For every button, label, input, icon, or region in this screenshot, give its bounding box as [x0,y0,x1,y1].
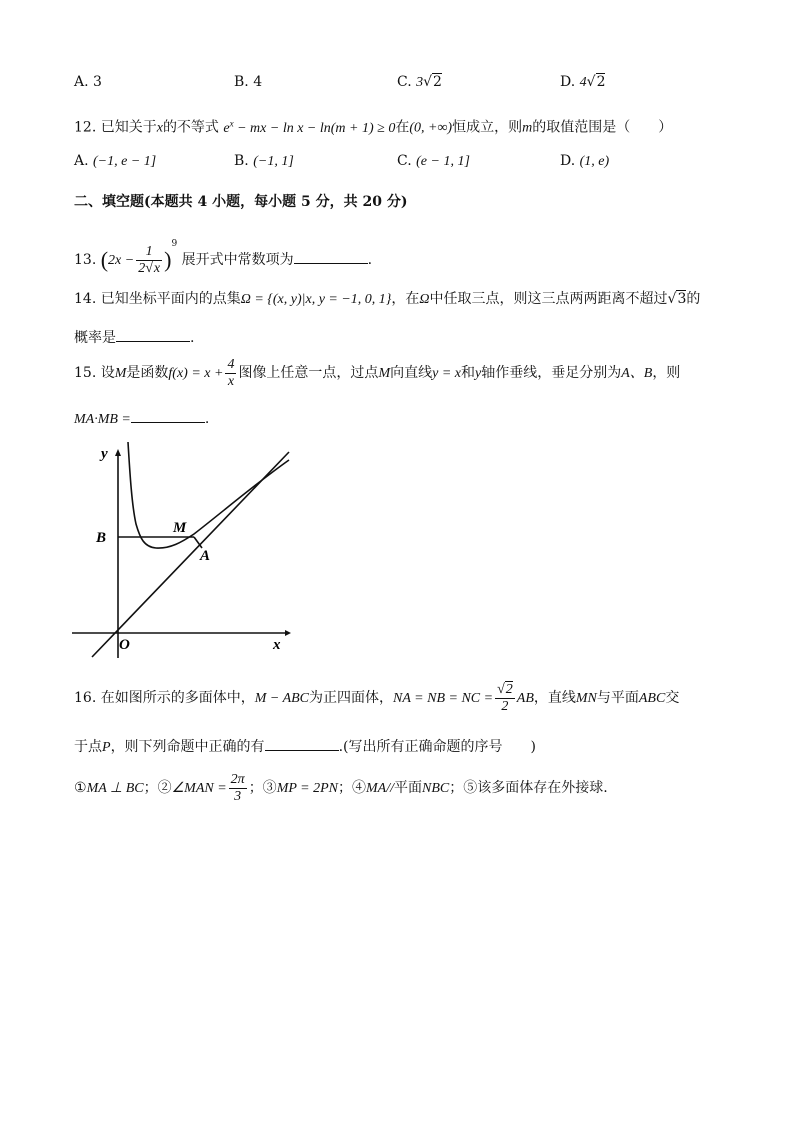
q16-propositions: ①MA ⊥ BC；②∠MAN = $\frac{2\pi}{3}$ ；③MP = 2PN；④MA//平面NBC；⑤该多面体存在外接球. [74,771,608,804]
function-curve [128,442,289,548]
q16-stem: 16. 在如图所示的多面体中，M − ABC为正四面体，NA = NB = NC = $\frac{√2}{2}$ AB，直线MN与平面ABC交 [74,681,680,714]
label-b: B [96,530,107,546]
label-m: M [173,520,187,536]
label-a: A [200,548,211,564]
q12-option-c: C. (e − 1, 1] [397,153,470,169]
q13-stem: 13. (2x − $\frac{1}{2√x}$ )$^9$ 展开式中常数项为 . [74,239,373,276]
q12-stem: 12. 已知关于x的不等式 $e^x$ − mx − ln x − ln(m + 1) ≥ 0在(0, +∞)恒成立，则m的取值范围是（ ） [74,118,673,136]
q14-answer-blank[interactable] [116,327,190,342]
label-o: O [119,637,130,653]
q16-answer-blank[interactable] [265,736,339,751]
q11-option-c: C. 3√2 [397,74,442,90]
q13-answer-blank[interactable] [294,249,368,264]
q16-line2: 于点P，则下列命题中正确的有 .(写出所有正确命题的序号 ) [74,736,536,758]
q11-option-a: A. 3 [74,74,102,90]
q11-option-b: B. 4 [234,74,263,90]
q14-line2: 概率是 . [74,327,194,348]
q14-stem: 14. 已知坐标平面内的点集Ω = {(x, y)|x, y = −1, 0, 1}，在Ω中任取三点，则这三点两两距离不超过√3的 [74,291,701,307]
q15-line2: MA·MB = . [74,408,209,430]
q12-option-a: A. (−1, e − 1] [74,153,157,169]
q15-stem: 15. 设M是函数f(x) = x + $\frac{4}{x}$ 图像上任意一点，过点M向直线y = x和y轴作垂线，垂足分别为A、B，则 [74,356,681,389]
section-heading: 二、填空题(本题共 4 小题，每小题 5 分，共 20 分) [74,194,408,210]
label-x: x [273,637,281,653]
q15-answer-blank[interactable] [131,408,205,423]
label-y: y [101,446,108,462]
q12-option-d: D. (1, e) [560,153,610,169]
q11-option-d: D. 4√2 [560,74,606,90]
x-axis-arrow [285,630,291,636]
q15-graph [70,436,310,666]
q12-option-b: B. (−1, 1] [234,153,294,169]
y-axis-arrow [115,449,121,456]
